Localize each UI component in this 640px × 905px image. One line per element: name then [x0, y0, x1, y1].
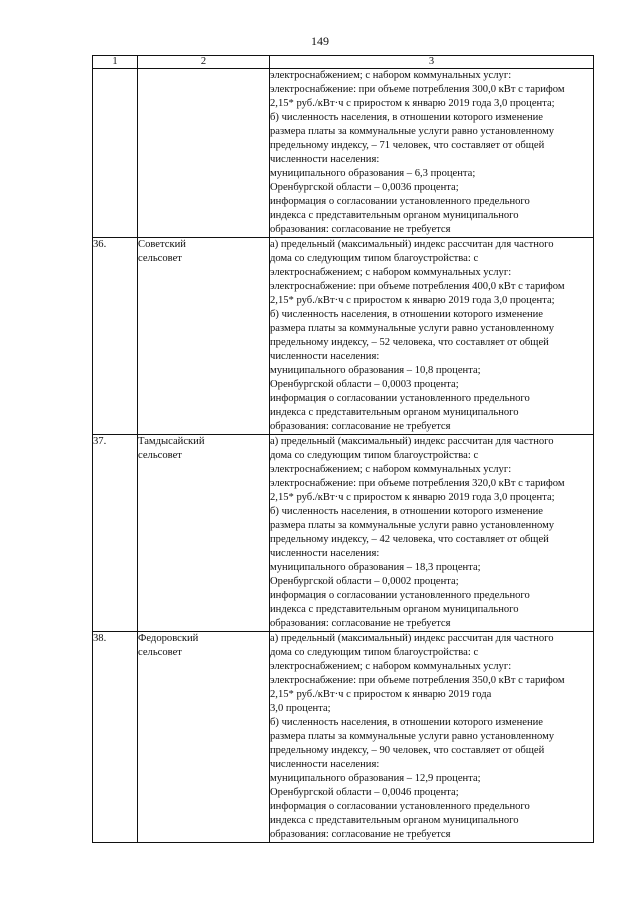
description-line: муниципального образования – 12,9 процента;: [270, 773, 481, 784]
description-line: 2,15* руб./кВт·ч с приростом к январю 2019 года 3,0 процента;: [270, 98, 555, 109]
description-line: электроснабжением; с набором коммунальных услуг:: [270, 267, 512, 278]
table-header-row: [93, 56, 594, 69]
row-number: 38.: [93, 632, 138, 843]
municipality-name-line: сельсовет: [138, 450, 182, 461]
description-line: б) численность населения, в отношении которого изменение: [270, 309, 543, 320]
description-line: Оренбургской области – 0,0046 процента;: [270, 787, 459, 798]
description-line: электроснабжением; с набором коммунальных услуг:: [270, 661, 512, 672]
description-line: предельному индексу, – 52 человека, что составляет от общей: [270, 337, 549, 348]
description-line: информация о согласовании установленного предельного: [270, 196, 530, 207]
index-description: [270, 238, 594, 435]
column-header-number: 1: [93, 56, 138, 69]
table-row: [93, 435, 594, 632]
description-line: предельному индексу, – 42 человека, что составляет от общей: [270, 534, 549, 545]
description-line: размера платы за коммунальные услуги равно установленному: [270, 731, 555, 742]
index-description: [270, 435, 594, 632]
description-line: 2,15* руб./кВт·ч с приростом к январю 2019 года: [270, 689, 492, 700]
index-description: [270, 69, 594, 238]
description-line: муниципального образования – 18,3 процента;: [270, 562, 481, 573]
description-line: численности населения:: [270, 351, 380, 362]
municipality-name-line: сельсовет: [138, 647, 182, 658]
description-line: предельному индексу, – 71 человек, что составляет от общей: [270, 140, 545, 151]
row-number: [93, 69, 138, 238]
description-line: Оренбургской области – 0,0036 процента;: [270, 182, 459, 193]
description-line: электроснабжение: при объеме потребления 400,0 кВт с тарифом: [270, 281, 565, 292]
description-line: образования: согласование не требуется: [270, 421, 451, 432]
description-line: 2,15* руб./кВт·ч с приростом к январю 2019 года 3,0 процента;: [270, 295, 555, 306]
description-line: информация о согласовании установленного предельного: [270, 393, 530, 404]
municipality-name-line: Советский: [138, 239, 186, 250]
municipality-name-line: Федоровский: [138, 633, 199, 644]
description-line: информация о согласовании установленного предельного: [270, 590, 530, 601]
description-line: индекса с представительным органом муниципального: [270, 210, 519, 221]
description-line: а) предельный (максимальный) индекс рассчитан для частного: [270, 633, 554, 644]
description-line: а) предельный (максимальный) индекс рассчитан для частного: [270, 239, 554, 250]
municipality-name-line: сельсовет: [138, 253, 182, 264]
table-row: [93, 238, 594, 435]
description-line: размера платы за коммунальные услуги равно установленному: [270, 520, 555, 531]
description-line: б) численность населения, в отношении которого изменение: [270, 717, 543, 728]
description-line: муниципального образования – 10,8 процента;: [270, 365, 481, 376]
row-number: 37.: [93, 435, 138, 632]
index-description: [270, 632, 594, 843]
column-header-municipality: 2: [138, 56, 270, 69]
description-line: дома со следующим типом благоустройства: с: [270, 647, 479, 658]
tariff-index-table: [92, 55, 594, 843]
page-number: 149: [311, 34, 329, 48]
description-line: электроснабжением; с набором коммунальных услуг:: [270, 70, 512, 81]
description-line: образования: согласование не требуется: [270, 829, 451, 840]
description-line: электроснабжением; с набором коммунальных услуг:: [270, 464, 512, 475]
row-number: 36.: [93, 238, 138, 435]
column-header-description: 3: [270, 56, 594, 69]
description-line: Оренбургской области – 0,0003 процента;: [270, 379, 459, 390]
description-line: электроснабжение: при объеме потребления 320,0 кВт с тарифом: [270, 478, 565, 489]
description-line: 2,15* руб./кВт·ч с приростом к январю 2019 года 3,0 процента;: [270, 492, 555, 503]
description-line: численности населения:: [270, 154, 380, 165]
municipality-name: [138, 69, 270, 238]
description-line: а) предельный (максимальный) индекс рассчитан для частного: [270, 436, 554, 447]
description-line: индекса с представительным органом муниципального: [270, 407, 519, 418]
description-line: дома со следующим типом благоустройства: с: [270, 450, 479, 461]
description-line: предельному индексу, – 90 человек, что составляет от общей: [270, 745, 545, 756]
description-line: электроснабжение: при объеме потребления 350,0 кВт с тарифом: [270, 675, 565, 686]
description-line: 3,0 процента;: [270, 703, 331, 714]
description-line: размера платы за коммунальные услуги равно установленному: [270, 323, 555, 334]
description-line: численности населения:: [270, 759, 380, 770]
description-line: электроснабжение: при объеме потребления 300,0 кВт с тарифом: [270, 84, 565, 95]
table-row: [93, 632, 594, 843]
description-line: образования: согласование не требуется: [270, 224, 451, 235]
description-line: б) численность населения, в отношении которого изменение: [270, 112, 543, 123]
municipality-name-line: Тамдысайский: [138, 436, 205, 447]
description-line: образования: согласование не требуется: [270, 618, 451, 629]
description-line: индекса с представительным органом муниципального: [270, 815, 519, 826]
description-line: численности населения:: [270, 548, 380, 559]
description-line: б) численность населения, в отношении которого изменение: [270, 506, 543, 517]
description-line: муниципального образования – 6,3 процента;: [270, 168, 476, 179]
municipality-name: [138, 435, 270, 632]
table-row: [93, 69, 594, 238]
description-line: размера платы за коммунальные услуги равно установленному: [270, 126, 555, 137]
municipality-name: [138, 238, 270, 435]
description-line: информация о согласовании установленного предельного: [270, 801, 530, 812]
description-line: Оренбургской области – 0,0002 процента;: [270, 576, 459, 587]
description-line: индекса с представительным органом муниципального: [270, 604, 519, 615]
municipality-name: [138, 632, 270, 843]
description-line: дома со следующим типом благоустройства: с: [270, 253, 479, 264]
